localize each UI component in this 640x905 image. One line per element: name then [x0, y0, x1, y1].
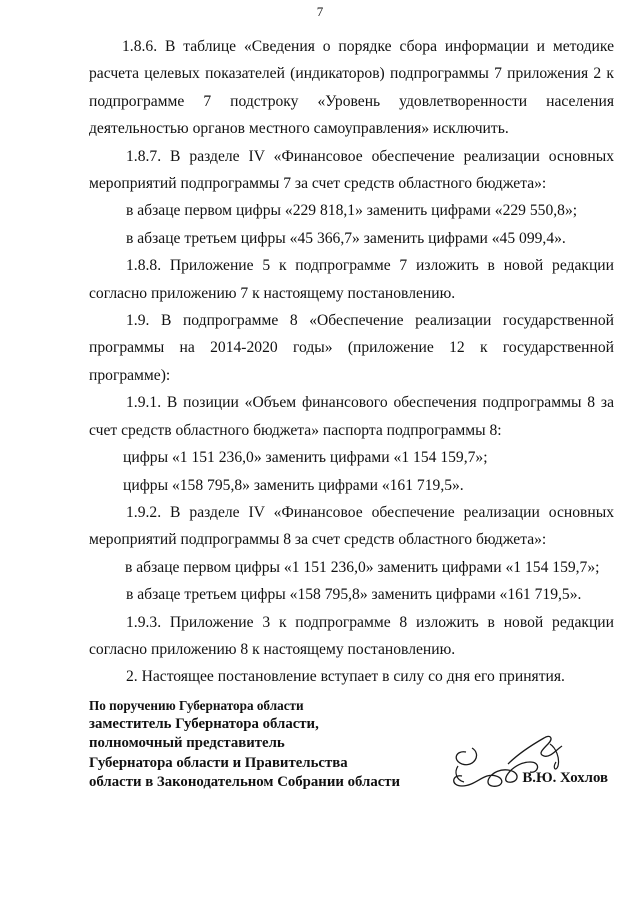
- paragraph-1-9: 1.9. В подпрограмме 8 «Обеспечение реализации государственной программы на 2014-2020 годы» (приложение 12 к государственной программе):: [89, 312, 614, 384]
- signature-block: [89, 696, 400, 792]
- page-number: 7: [316, 4, 324, 19]
- handwritten-signature: [448, 724, 574, 804]
- paragraph-1-9-2: 1.9.2. В разделе IV «Финансовое обеспечение реализации основных мероприятий подпрограммы 8 за счет средств областного бюджета»:: [89, 503, 614, 549]
- paragraph-1-8-7: 1.8.7. В разделе IV «Финансовое обеспечение реализации основных мероприятий подпрограммы 7 за счет средств областного бюджета»:: [89, 147, 614, 193]
- paragraph-1-8-7-third: в абзаце третьем цифры «45 366,7» заменить цифрами «45 099,4».: [126, 229, 566, 247]
- signature-line-on-behalf: По поручению Губернатора области: [89, 698, 304, 713]
- signature-line-position-2: полномочный представитель: [89, 735, 285, 752]
- signature-line-position-4: области в Законодательном Собрании области: [89, 773, 401, 790]
- paragraph-1-9-1-first: цифры «1 151 236,0» заменить цифрами «1 154 159,7»;: [123, 449, 488, 467]
- paragraph-1-9-3: 1.9.3. Приложение 3 к подпрограмме 8 изложить в новой редакции согласно приложению 8 к настоящему постановлению.: [89, 613, 614, 658]
- signature-line-position-1: заместитель Губернатора области,: [89, 716, 319, 733]
- paragraph-1-9-1-second: цифры «158 795,8» заменить цифрами «161 719,5».: [123, 476, 464, 494]
- paragraph-1-9-1: 1.9.1. В позиции «Объем финансового обеспечения подпрограммы 8 за счет средств областного бюджета» паспорта подпрограммы 8:: [89, 394, 614, 439]
- paragraph-1-8-7-first: в абзаце первом цифры «229 818,1» заменить цифрами «229 550,8»;: [126, 202, 578, 220]
- paragraph-1-9-2-third: в абзаце третьем цифры «158 795,8» заменить цифрами «161 719,5».: [126, 586, 582, 604]
- paragraph-1-9-2-first: в абзаце первом цифры «1 151 236,0» заменить цифрами «1 154 159,7»;: [125, 558, 600, 576]
- signer-name: В.Ю. Хохлов: [522, 770, 608, 786]
- signature-line-position-3: Губернатора области и Правительства: [89, 754, 348, 771]
- paragraph-1-8-6: 1.8.6. В таблице «Сведения о порядке сбора информации и методике расчета целевых показателей (индикаторов) подпрограммы 7 приложения 2 к подпрограмме 7 подстроку «Уровень удовлетворенности населения деятельностью органов местного самоуправления» исключить.: [89, 38, 614, 138]
- paragraph-2: 2. Настоящее постановление вступает в силу со дня его принятия.: [126, 668, 565, 686]
- paragraph-1-8-8: 1.8.8. Приложение 5 к подпрограмме 7 изложить в новой редакции согласно приложению 7 к настоящему постановлению.: [89, 257, 614, 302]
- document-body: [89, 33, 614, 691]
